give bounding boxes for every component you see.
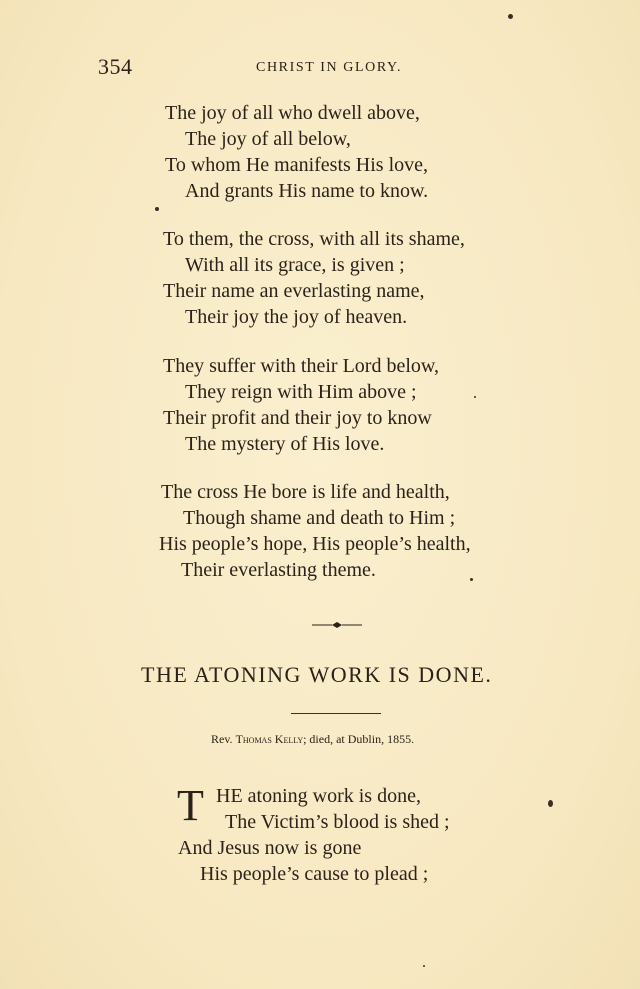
- verse-line: With all its grace, is given ;: [185, 254, 405, 276]
- ink-speck: [508, 14, 513, 19]
- verse-line: The Victim’s blood is shed ;: [225, 811, 450, 833]
- attribution-details: ; died, at Dublin, 1855.: [303, 732, 415, 746]
- verse-line: Their profit and their joy to know: [163, 407, 432, 429]
- ink-speck: [423, 965, 425, 967]
- verse-line: And Jesus now is gone: [178, 837, 362, 859]
- ink-speck: [470, 578, 473, 581]
- drop-cap: T: [177, 781, 204, 830]
- verse-line: Their joy the joy of heaven.: [185, 306, 408, 328]
- verse-line: Their name an everlasting name,: [163, 280, 425, 302]
- verse-line: The cross He bore is life and health,: [161, 481, 450, 503]
- verse-line: His people’s cause to plead ;: [200, 863, 429, 885]
- attribution-prefix: Rev.: [211, 732, 233, 746]
- verse-line: Though shame and death to Him ;: [183, 507, 456, 529]
- running-head: CHRIST IN GLORY.: [256, 60, 403, 75]
- hymn-title: THE ATONING WORK IS DONE.: [141, 662, 493, 687]
- verse-line: They reign with Him above ;: [185, 381, 417, 403]
- verse-line: To them, the cross, with all its shame,: [163, 228, 465, 250]
- verse-line: The mystery of His love.: [185, 433, 385, 455]
- author-name: Thomas Kelly: [235, 732, 304, 746]
- ink-speck: [548, 800, 553, 807]
- verse-line: His people’s hope, His people’s health,: [159, 533, 471, 555]
- section-divider-ornament: [312, 618, 362, 632]
- verse-line: HE atoning work is done,: [216, 785, 421, 807]
- ink-speck: [474, 396, 476, 398]
- verse-line: The joy of all who dwell above,: [165, 102, 420, 124]
- verse-line: The joy of all below,: [185, 128, 351, 150]
- ink-speck: [155, 207, 159, 211]
- title-rule: [291, 713, 381, 714]
- verse-line: Their everlasting theme.: [181, 559, 376, 581]
- page-number: 354: [98, 54, 133, 79]
- verse-line: And grants His name to know.: [185, 180, 429, 202]
- verse-line: They suffer with their Lord below,: [163, 355, 440, 377]
- verse-line: To whom He manifests His love,: [165, 154, 429, 176]
- hymn-attribution: [211, 732, 414, 747]
